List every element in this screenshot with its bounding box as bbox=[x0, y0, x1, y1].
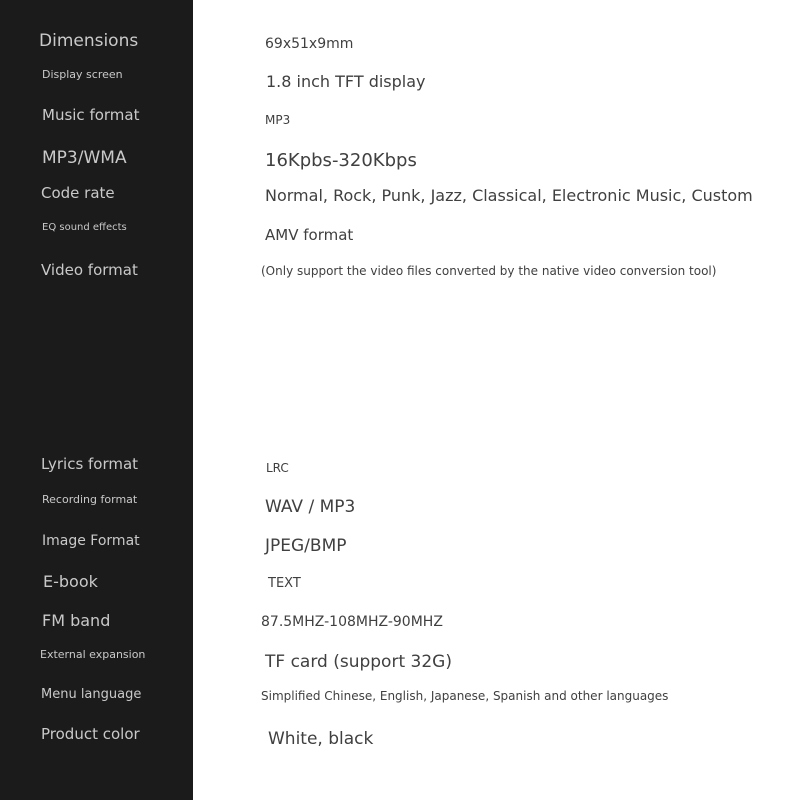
label-dimensions: Dimensions bbox=[39, 31, 139, 51]
spec-labels-sidebar bbox=[0, 0, 193, 800]
label-product-color: Product color bbox=[41, 725, 140, 743]
value-code-rate: Normal, Rock, Punk, Jazz, Classical, Electronic Music, Custom bbox=[265, 186, 753, 205]
value-lyrics-format: LRC bbox=[266, 461, 289, 475]
label-menu-language: Menu language bbox=[41, 687, 142, 702]
label-eq-sound-effects: EQ sound effects bbox=[42, 222, 127, 233]
label-image-format: Image Format bbox=[42, 533, 140, 549]
label-mp3-wma: MP3/WMA bbox=[42, 148, 127, 168]
label-external-expansion: External expansion bbox=[40, 648, 146, 661]
value-fm-band: 87.5MHZ-108MHZ-90MHZ bbox=[261, 614, 443, 630]
value-video-format: (Only support the video files converted by the native video conversion tool) bbox=[261, 264, 717, 278]
value-recording-format: WAV / MP3 bbox=[265, 497, 356, 517]
label-e-book: E-book bbox=[43, 572, 98, 591]
label-code-rate: Code rate bbox=[41, 184, 115, 202]
label-video-format: Video format bbox=[41, 261, 138, 279]
value-eq-sound-effects: AMV format bbox=[265, 226, 354, 244]
value-mp3-wma: 16Kpbs-320Kbps bbox=[265, 150, 417, 171]
label-fm-band: FM band bbox=[42, 611, 111, 630]
value-external-expansion: TF card (support 32G) bbox=[265, 652, 452, 672]
value-dimensions: 69x51x9mm bbox=[265, 36, 354, 52]
value-image-format: JPEG/BMP bbox=[265, 536, 347, 556]
value-product-color: White, black bbox=[268, 729, 374, 749]
label-display-screen: Display screen bbox=[42, 68, 123, 81]
value-music-format: MP3 bbox=[265, 113, 291, 127]
label-music-format: Music format bbox=[42, 106, 140, 124]
label-lyrics-format: Lyrics format bbox=[41, 455, 139, 473]
value-display-screen: 1.8 inch TFT display bbox=[266, 72, 426, 91]
value-e-book: TEXT bbox=[268, 576, 301, 591]
label-recording-format: Recording format bbox=[42, 493, 138, 506]
value-menu-language: Simplified Chinese, English, Japanese, Spanish and other languages bbox=[261, 689, 669, 703]
